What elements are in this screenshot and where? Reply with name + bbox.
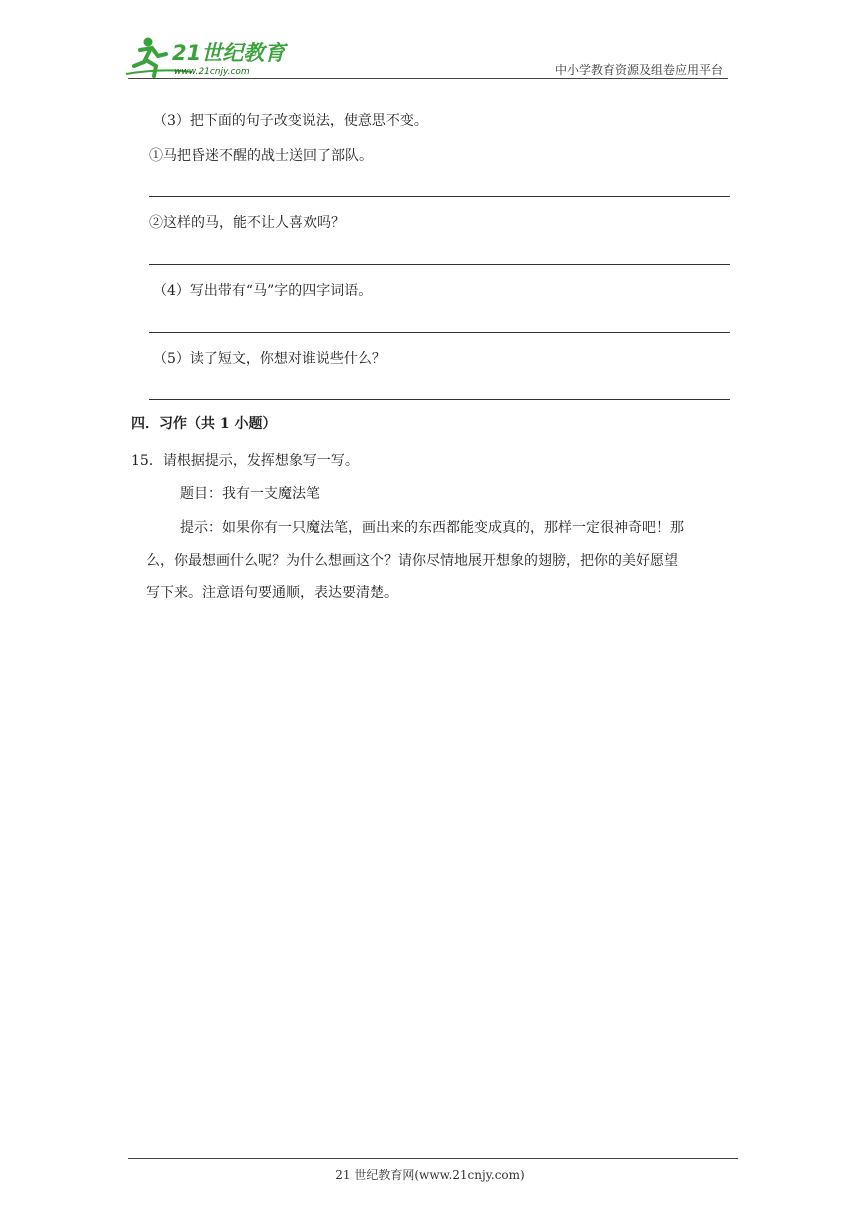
- header-platform-text: 中小学教育资源及组卷应用平台: [554, 63, 723, 77]
- question-3-item-2: ②这样的马，能不让人喜欢吗？: [149, 215, 345, 231]
- logo-graphic: [122, 30, 292, 80]
- composition-hint-line-2: 么，你最想画什么呢？为什么想画这个？请你尽情地展开想象的翅膀，把你的美好愿望: [146, 553, 678, 569]
- answer-line-5[interactable]: [149, 399, 730, 400]
- section-4-title: 四．习作（共 1 小题）: [131, 416, 277, 432]
- composition-hint-line-3: 写下来。注意语句要通顺，表达要清楚。: [146, 585, 398, 601]
- question-3-prompt: （3）把下面的句子改变说法，使意思不变。: [153, 113, 428, 129]
- question-15-prompt: 15．请根据提示，发挥想象写一写。: [131, 453, 359, 469]
- svg-text:www.21cnjy.com: www.21cnjy.com: [174, 67, 250, 77]
- footer-site-text: 21 世纪教育网(www.21cnjy.com): [335, 1168, 525, 1182]
- question-3-item-1: ①马把昏迷不醒的战士送回了部队。: [149, 148, 373, 164]
- composition-topic: 题目：我有一支魔法笔: [180, 486, 320, 502]
- answer-line-3-2[interactable]: [149, 264, 730, 265]
- site-logo: [122, 30, 292, 80]
- composition-hint-line-1: 提示：如果你有一只魔法笔，画出来的东西都能变成真的，那样一定很神奇吧！那: [180, 520, 684, 536]
- footer-divider: [128, 1158, 738, 1159]
- header-divider: [128, 78, 728, 79]
- answer-line-4[interactable]: [149, 332, 730, 333]
- answer-line-3-1[interactable]: [149, 196, 730, 197]
- svg-text:21世纪教育: 21世纪教育: [172, 41, 286, 65]
- question-4-prompt: （4）写出带有“马”字的四字词语。: [153, 283, 373, 299]
- question-5-prompt: （5）读了短文，你想对谁说些什么？: [153, 351, 386, 367]
